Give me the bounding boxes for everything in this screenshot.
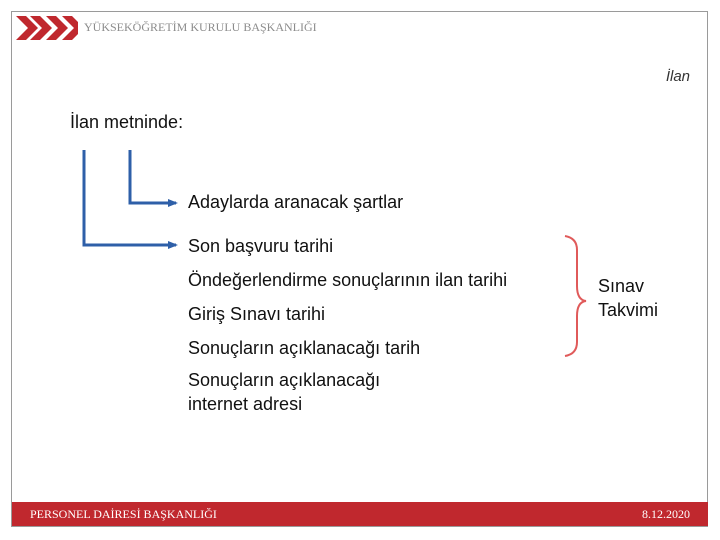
slide-tag: İlan bbox=[665, 68, 690, 85]
list-item-deadline: Son başvuru tarihi bbox=[188, 236, 334, 256]
footer-department: PERSONEL DAİRESİ BAŞKANLIĞI bbox=[30, 507, 217, 521]
organization-header: YÜKSEKÖĞRETİM KURULU BAŞKANLIĞI bbox=[84, 20, 317, 34]
list-item-results-website: Sonuçların açıklanacağı internet adresi bbox=[188, 370, 381, 414]
list-item-conditions: Adaylarda aranacak şartlar bbox=[188, 192, 404, 212]
exam-calendar-label: Sınav Takvimi bbox=[598, 276, 659, 320]
list-item-preevaluation-date: Öndeğerlendirme sonuçlarının ilan tarihi bbox=[188, 270, 508, 290]
slide-title: İlan metninde: bbox=[70, 112, 184, 132]
footer-bar bbox=[12, 502, 708, 526]
list-item-exam-date: Giriş Sınavı tarihi bbox=[188, 304, 326, 324]
footer-date: 8.12.2020 bbox=[642, 507, 690, 521]
list-item-results-date: Sonuçların açıklanacağı tarih bbox=[188, 338, 421, 358]
